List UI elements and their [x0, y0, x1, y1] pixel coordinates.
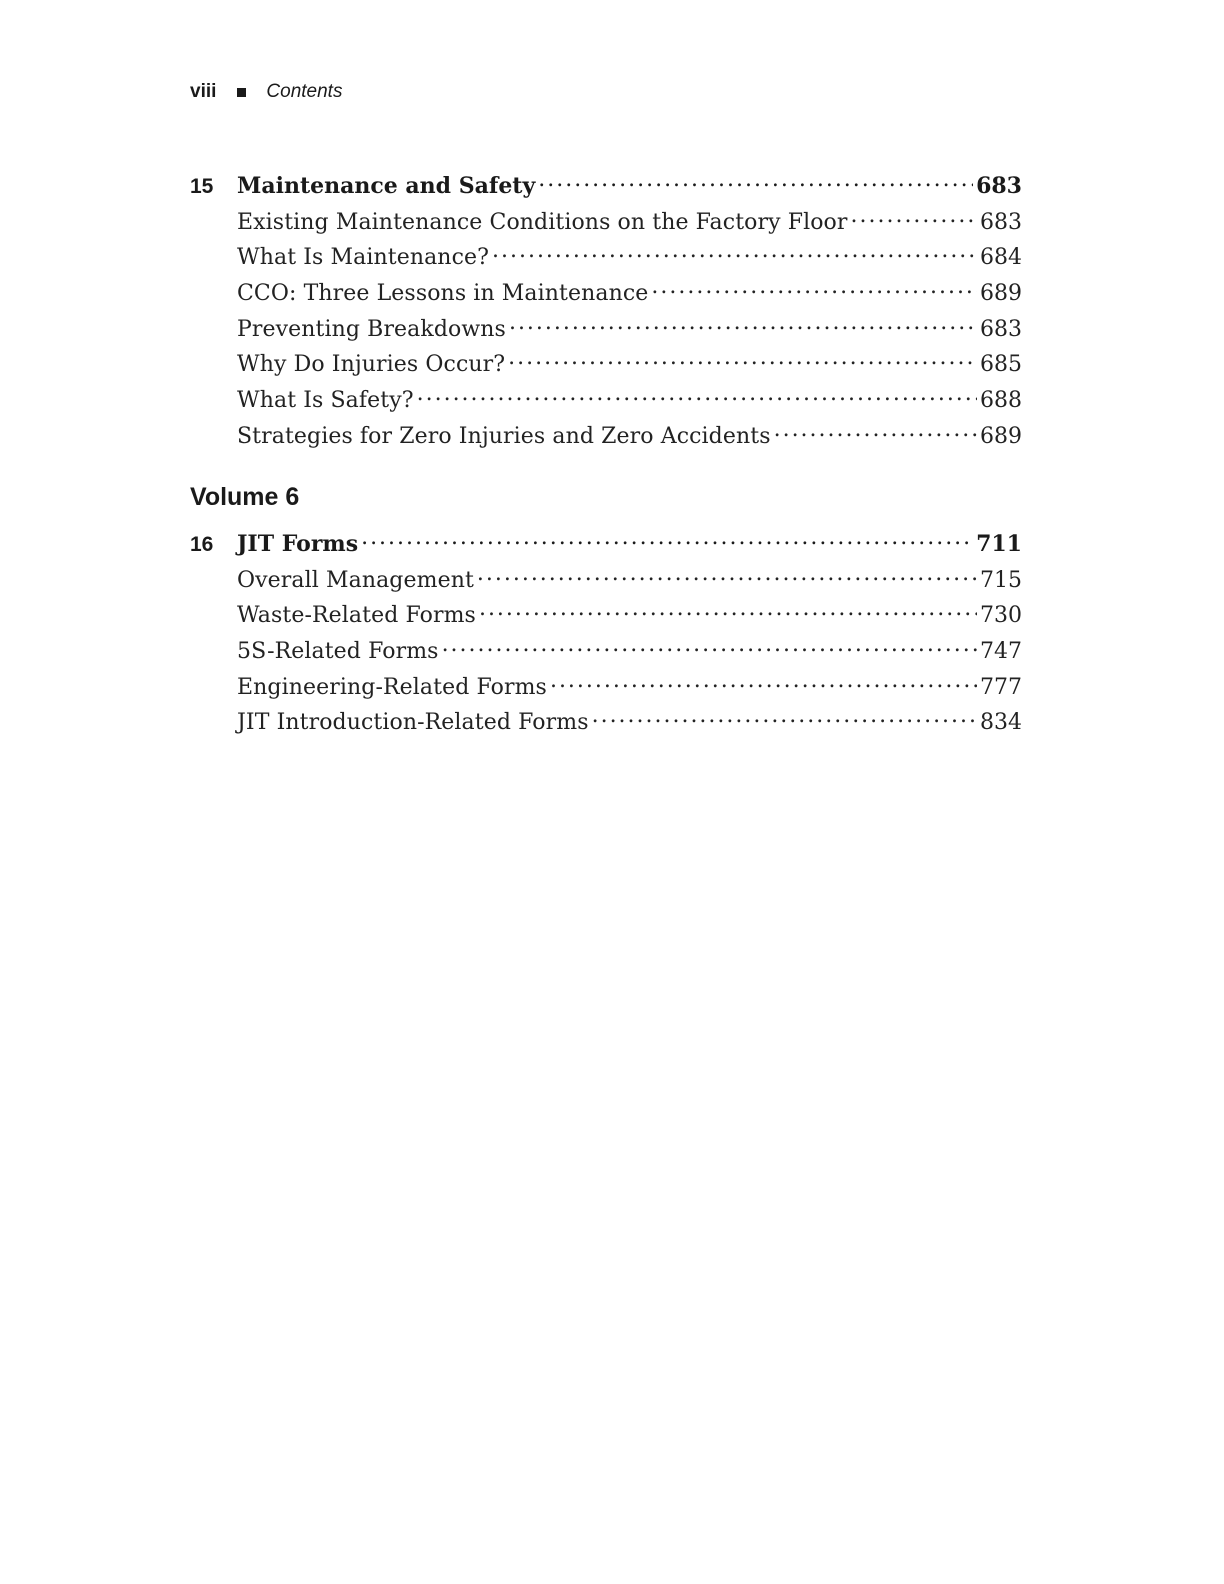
entry-title: JIT Introduction-Related Forms [237, 710, 589, 736]
volume-heading: Volume 6 [190, 483, 300, 511]
dot-leader [417, 385, 977, 407]
dot-leader [592, 707, 977, 729]
dot-leader [479, 600, 977, 622]
toc-entry[interactable] [190, 565, 1022, 601]
entry-title: Waste-Related Forms [237, 603, 476, 629]
toc-chapter-16 [190, 529, 1022, 743]
entry-title: CCO: Three Lessons in Maintenance [237, 281, 649, 307]
chapter-number: 16 [190, 533, 214, 556]
chapter-title: Maintenance and Safety [237, 173, 536, 199]
dot-leader [477, 565, 977, 587]
square-bullet-icon [237, 88, 246, 97]
dot-leader [492, 242, 977, 264]
entry-title: What Is Safety? [237, 388, 414, 414]
dot-leader [774, 421, 977, 443]
toc-entry[interactable] [190, 207, 1022, 243]
toc-chapter-15 [190, 171, 1022, 457]
chapter-number: 15 [190, 175, 214, 198]
chapter-page: 711 [976, 531, 1022, 557]
toc-chapter-entry[interactable] [190, 529, 1022, 565]
entry-title: Overall Management [237, 567, 474, 593]
entry-page: 747 [980, 639, 1022, 665]
entry-title: Why Do Injuries Occur? [237, 352, 506, 378]
entry-page: 688 [980, 388, 1022, 414]
entry-page: 683 [980, 316, 1022, 342]
entry-page: 834 [980, 710, 1022, 736]
entry-page: 683 [980, 209, 1022, 235]
dot-leader [361, 529, 973, 551]
toc-entry[interactable] [190, 349, 1022, 385]
entry-page: 684 [980, 245, 1022, 271]
toc-entry[interactable] [190, 242, 1022, 278]
dot-leader [538, 171, 973, 193]
entry-page: 715 [980, 567, 1022, 593]
dot-leader [508, 349, 977, 371]
entry-title: 5S-Related Forms [237, 639, 439, 665]
toc-entry[interactable] [190, 314, 1022, 350]
entry-title: What Is Maintenance? [237, 245, 490, 271]
toc-entry[interactable] [190, 278, 1022, 314]
chapter-title: JIT Forms [237, 531, 359, 557]
dot-leader [651, 278, 977, 300]
entry-page: 777 [980, 674, 1022, 700]
page-number: viii [190, 81, 217, 102]
toc-entry[interactable] [190, 707, 1022, 743]
entry-title: Existing Maintenance Conditions on the Factory Floor [237, 209, 848, 235]
entry-title: Preventing Breakdowns [237, 316, 506, 342]
running-head-title: Contents [266, 81, 343, 102]
entry-page: 685 [980, 352, 1022, 378]
toc-chapter-entry[interactable] [190, 171, 1022, 207]
toc-entry[interactable] [190, 421, 1022, 457]
entry-page: 689 [980, 423, 1022, 449]
dot-leader [550, 672, 977, 694]
entry-title: Engineering-Related Forms [237, 674, 547, 700]
entry-title: Strategies for Zero Injuries and Zero Accidents [237, 423, 771, 449]
dot-leader [442, 636, 977, 658]
toc-entry[interactable] [190, 600, 1022, 636]
entry-page: 689 [980, 281, 1022, 307]
dot-leader [851, 207, 977, 229]
chapter-page: 683 [976, 173, 1022, 199]
running-head [190, 78, 342, 106]
dot-leader [509, 314, 977, 336]
entry-page: 730 [980, 603, 1022, 629]
toc-entry[interactable] [190, 672, 1022, 708]
toc-entry[interactable] [190, 385, 1022, 421]
toc-entry[interactable] [190, 636, 1022, 672]
